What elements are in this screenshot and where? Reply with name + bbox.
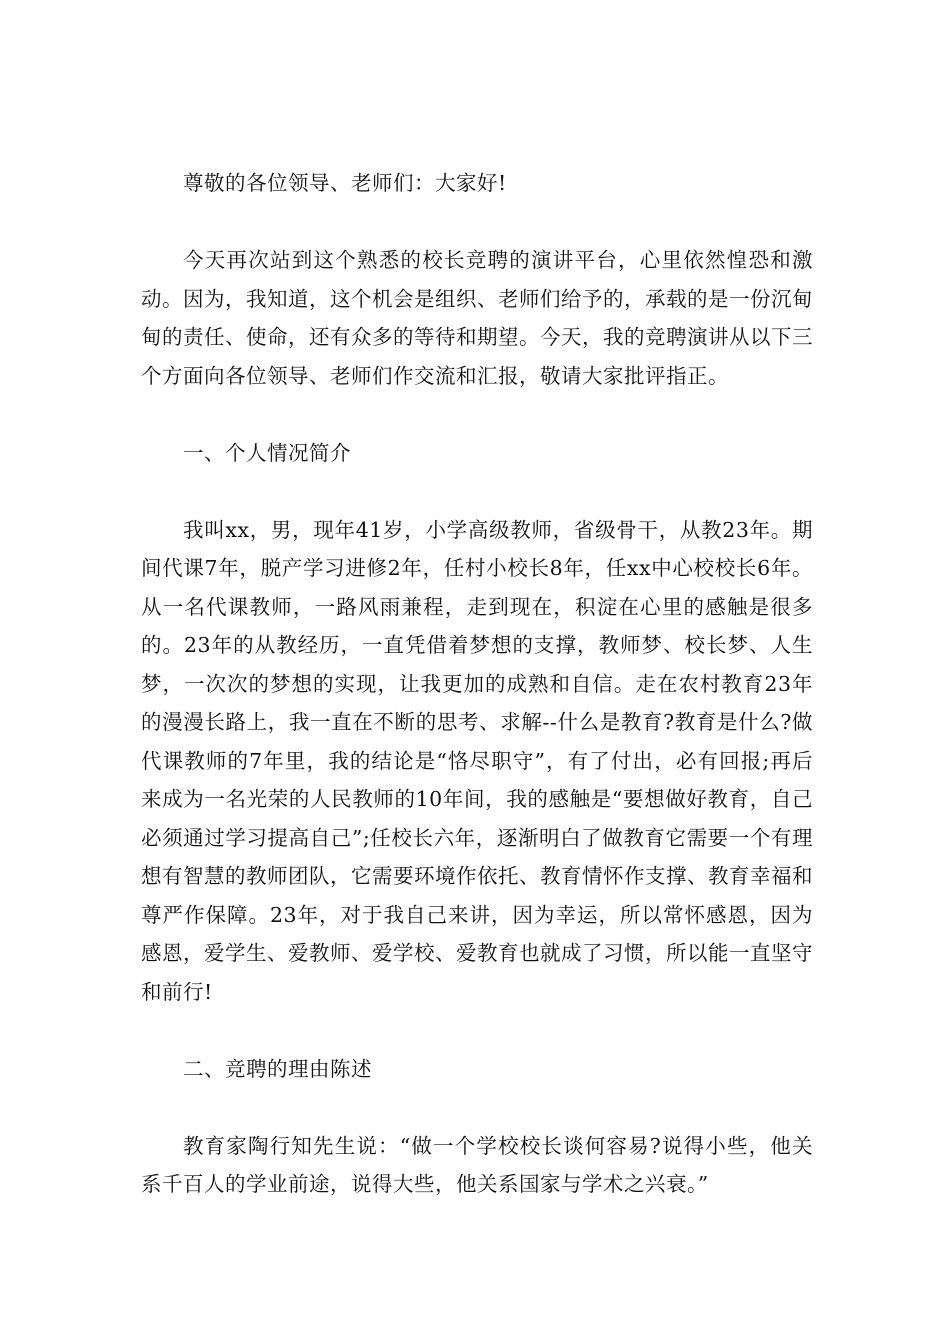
document-body: [141, 164, 813, 1242]
greeting-line: 尊敬的各位领导、老师们：大家好!: [183, 171, 507, 195]
section-1-heading: 一、个人情况简介: [183, 440, 351, 465]
section-1-paragraph: 我叫xx，男，现年41岁，小学高级教师，省级骨干，从教23年。期间代课7年，脱产学习进修2年，任村小校长8年，任xx中心校校长6年。从一名代课教师，一路风雨兼程，走到现在，积淀在心里的感触是很多的。23年的从教经历，一直凭借着梦想的支撑，教师梦、校长梦、人生梦，一次次的梦想的实现，让我更加的成熟和自信。走在农村教育23年的漫漫长路上，我一直在不断的思考、求解--什么是教育?教育是什么?做代课教师的7年里，我的结论是“恪尽职守”，有了付出，必有回报;再后来成为一名光荣的人民教师的10年间，我的感触是“要想做好教育，自己必须通过学习提高自己”;任校长六年，逐渐明白了做教育它需要一个有理想有智慧的教师团队，它需要环境作依托、教育情怀作支撑、教育幸福和尊严作保障。23年，对于我自己来讲，因为幸运，所以常怀感恩，因为感恩，爱学生、爱教师、爱学校、爱教育也就成了习惯，所以能一直坚守和前行!: [141, 517, 813, 1004]
section-2-heading: 二、竞聘的理由陈述: [183, 1056, 372, 1081]
intro-paragraph: 今天再次站到这个熟悉的校长竞聘的演讲平台，心里依然惶恐和激动。因为，我知道，这个机会是组织、老师们给予的，承载的是一份沉甸甸的责任、使命，还有众多的等待和期望。今天，我的竞聘演讲从以下三个方面向各位领导、老师们作交流和汇报，敬请大家批评指正。: [141, 248, 813, 388]
section-2-paragraph: 教育家陶行知先生说：“做一个学校校长谈何容易?说得小些，他关系千百人的学业前途，说得大些，他关系国家与学术之兴衰。”: [141, 1133, 813, 1196]
